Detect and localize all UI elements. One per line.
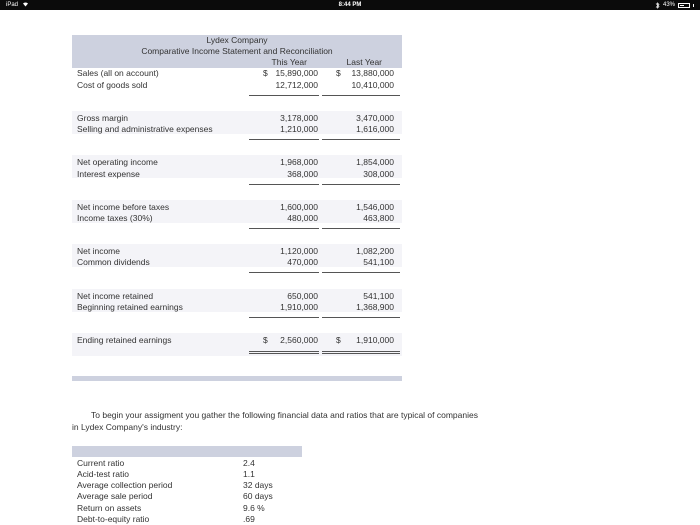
col-header-this-year: This Year — [271, 57, 307, 67]
currency-symbol: $ — [336, 335, 341, 345]
col-header-last-year: Last Year — [346, 57, 382, 67]
ratio-label: Return on assets — [77, 503, 142, 513]
net-operating-income-this-year: 1,968,000 — [280, 157, 318, 167]
ratio-label: Average sale period — [77, 491, 153, 501]
row-label-selling-admin: Selling and administrative expenses — [77, 124, 213, 134]
ratio-value: .69 — [243, 514, 255, 524]
ending-retained-this-year: 2,560,000 — [280, 335, 318, 345]
ratios-header-band — [72, 446, 302, 457]
subtotal-rule — [322, 228, 400, 229]
beginning-retained-this-year: 1,910,000 — [280, 302, 318, 312]
row-label-income-before-taxes: Net income before taxes — [77, 202, 170, 212]
ending-retained-last-year: 1,910,000 — [356, 335, 394, 345]
subtotal-rule — [249, 228, 319, 229]
subtotal-rule — [249, 184, 319, 185]
net-income-this-year: 1,120,000 — [280, 246, 318, 256]
status-time: 8:44 PM — [338, 2, 362, 8]
row-label-income-taxes: Income taxes (30%) — [77, 213, 153, 223]
double-underline — [249, 353, 319, 354]
net-operating-income-last-year: 1,854,000 — [356, 157, 394, 167]
status-bar — [0, 0, 700, 10]
device-name: iPad — [6, 2, 19, 8]
ratio-row — [72, 469, 302, 480]
row-label-sales: Sales (all on account) — [77, 68, 159, 78]
row-label-net-income-retained: Net income retained — [77, 291, 154, 301]
battery-tip — [693, 4, 694, 7]
subtotal-rule — [322, 272, 400, 273]
subtotal-rule — [249, 95, 319, 96]
intro-line-2: in Lydex Company's industry: — [72, 422, 183, 432]
double-underline — [322, 351, 400, 352]
subtotal-rule — [249, 317, 319, 318]
ratio-row — [72, 503, 302, 514]
double-underline — [249, 351, 319, 352]
ratio-label: Average collection period — [77, 480, 173, 490]
interest-expense-last-year: 308,000 — [363, 169, 394, 179]
beginning-retained-last-year: 1,368,900 — [356, 302, 394, 312]
battery-percent: 43% — [662, 2, 675, 8]
cogs-last-year: 10,410,000 — [351, 80, 394, 90]
intro-line-1: To begin your assigment you gather the following financial data and ratios that are typical of companies — [91, 410, 478, 420]
ratio-row — [72, 514, 302, 525]
ratio-label: Current ratio — [77, 458, 125, 468]
subtotal-rule — [322, 95, 400, 96]
status-right — [655, 0, 694, 10]
row-label-cogs: Cost of goods sold — [77, 80, 148, 90]
ratio-label: Acid-test ratio — [77, 469, 129, 479]
net-income-last-year: 1,082,200 — [356, 246, 394, 256]
income-taxes-this-year: 480,000 — [287, 213, 318, 223]
subtotal-rule — [322, 139, 400, 140]
income-statement — [72, 35, 402, 381]
double-underline — [322, 353, 400, 354]
bluetooth-icon — [655, 2, 660, 9]
row-label-common-dividends: Common dividends — [77, 257, 150, 267]
gross-margin-this-year: 3,178,000 — [280, 113, 318, 123]
company-name: Lydex Company — [206, 35, 268, 45]
ratio-row — [72, 491, 302, 502]
income-retained-last-year: 541,100 — [363, 291, 394, 301]
gross-margin-last-year: 3,470,000 — [356, 113, 394, 123]
statement-title: Comparative Income Statement and Reconciliation — [141, 46, 333, 56]
row-label-beginning-retained: Beginning retained earnings — [77, 302, 183, 312]
statement-footer-band — [72, 376, 402, 381]
ratio-value: 2.4 — [243, 458, 255, 468]
subtotal-rule — [322, 317, 400, 318]
ratio-value: 32 days — [243, 480, 273, 490]
row-label-ending-retained: Ending retained earnings — [77, 335, 172, 345]
battery-icon — [678, 3, 690, 8]
dividends-this-year: 470,000 — [287, 257, 318, 267]
ratio-value: 60 days — [243, 491, 273, 501]
interest-expense-this-year: 368,000 — [287, 169, 318, 179]
selling-admin-last-year: 1,616,000 — [356, 124, 394, 134]
sales-last-year: 13,880,000 — [351, 68, 394, 78]
income-retained-this-year: 650,000 — [287, 291, 318, 301]
ratio-label: Debt-to-equity ratio — [77, 514, 150, 524]
ratio-value: 1.1 — [243, 469, 255, 479]
row-label-gross-margin: Gross margin — [77, 113, 129, 123]
currency-symbol: $ — [263, 335, 268, 345]
income-before-taxes-last-year: 1,546,000 — [356, 202, 394, 212]
ratio-value: 9.6 % — [243, 503, 265, 513]
subtotal-rule — [249, 272, 319, 273]
selling-admin-this-year: 1,210,000 — [280, 124, 318, 134]
ratio-row — [72, 458, 302, 469]
sales-this-year: 15,890,000 — [275, 68, 318, 78]
dividends-last-year: 541,100 — [363, 257, 394, 267]
subtotal-rule — [249, 139, 319, 140]
intro-paragraph — [72, 409, 532, 433]
subtotal-rule — [322, 184, 400, 185]
row-label-net-income: Net income — [77, 246, 120, 256]
ratio-row — [72, 480, 302, 491]
income-before-taxes-this-year: 1,600,000 — [280, 202, 318, 212]
row-label-net-operating-income: Net operating income — [77, 157, 158, 167]
row-label-interest-expense: Interest expense — [77, 169, 140, 179]
income-taxes-last-year: 463,800 — [363, 213, 394, 223]
currency-symbol: $ — [263, 68, 268, 78]
currency-symbol: $ — [336, 68, 341, 78]
cogs-this-year: 12,712,000 — [275, 80, 318, 90]
